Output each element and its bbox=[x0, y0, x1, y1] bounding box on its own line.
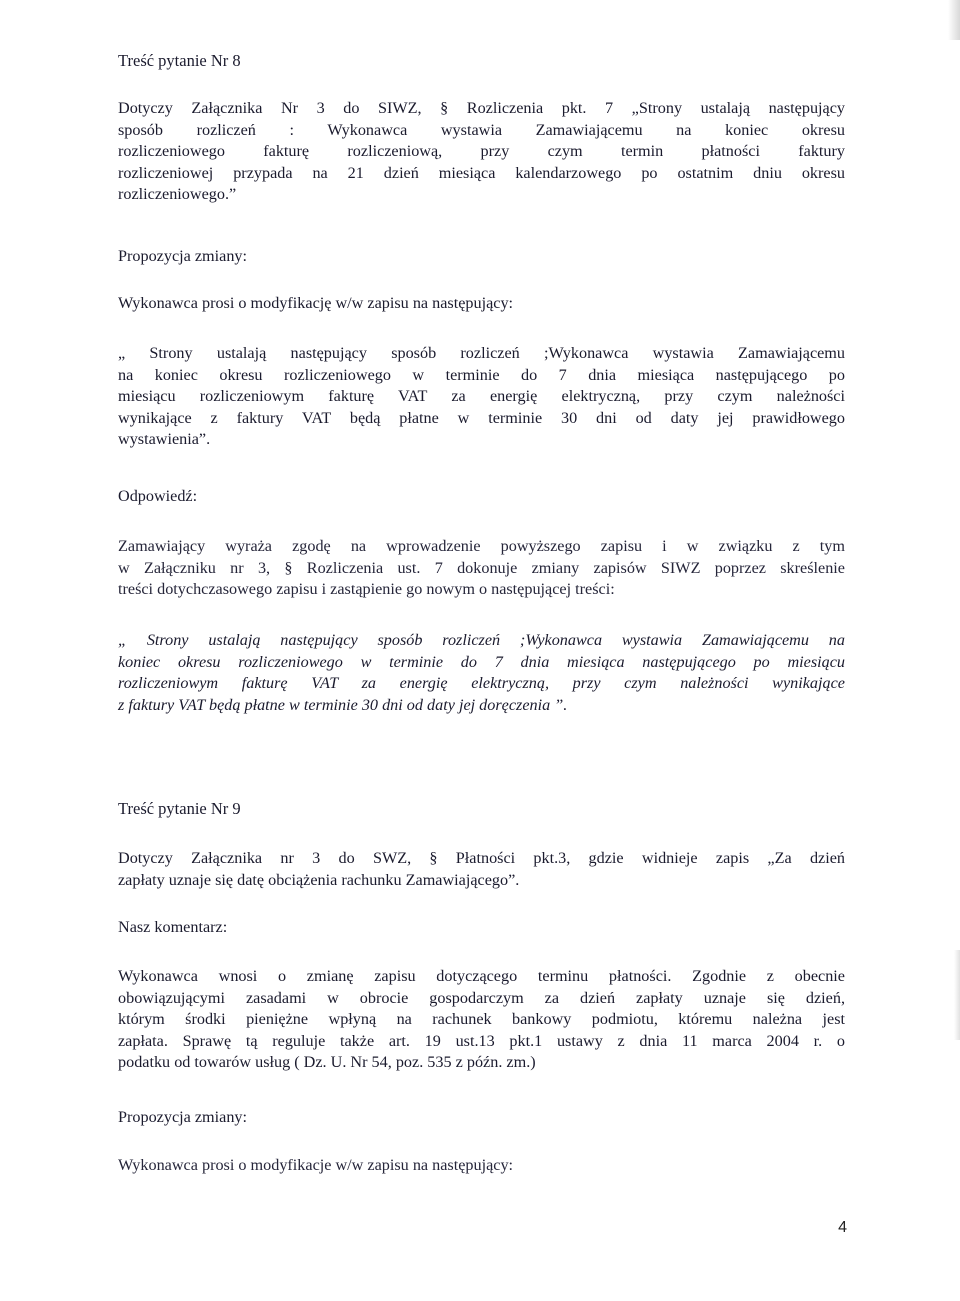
text-line: rozliczeniowego fakturę rozliczeniową, przy czym termin płatności faktury bbox=[118, 142, 845, 160]
question-9-text bbox=[118, 848, 845, 891]
text-line: zapłata. Sprawę tą reguluje także art. 19 ust.13 pkt.1 ustawy z dnia 11 marca 2004 r. o bbox=[118, 1031, 845, 1050]
text-line: rozliczeniowego.” bbox=[118, 185, 237, 203]
text-line: rozliczeniowym fakturę VAT za energię elektryczną, przy czym należności wynikające bbox=[118, 674, 845, 692]
text-line: z faktury VAT będą płatne w terminie 30 dni od daty jej doręczenia ”. bbox=[118, 695, 568, 714]
text-line: podatku od towarów usług ( Dz. U. Nr 54, poz. 535 z późn. zm.) bbox=[118, 1053, 536, 1071]
scan-edge-mark bbox=[954, 950, 960, 1040]
question-8-heading: Treść pytanie Nr 8 bbox=[118, 51, 241, 70]
page-number: 4 bbox=[838, 1219, 847, 1236]
question-9-comment bbox=[118, 966, 845, 1074]
text-line: w Załączniku nr 3, § Rozliczenia ust. 7 dokonuje zmiany zapisów SIWZ poprzez skreślenie bbox=[118, 558, 845, 577]
scan-edge-mark bbox=[948, 0, 960, 40]
question-9-heading: Treść pytanie Nr 9 bbox=[118, 799, 241, 818]
question-8-proposal-label: Propozycja zmiany: bbox=[118, 247, 248, 265]
text-line: sposób rozliczeń : Wykonawca wystawia Zamawiającemu na koniec okresu bbox=[118, 120, 845, 139]
text-line: treści dotychczasowego zapisu i zastąpienie go nowym o następującej treści: bbox=[118, 580, 615, 598]
question-8-answer bbox=[118, 536, 845, 601]
question-8-new-clause bbox=[118, 630, 845, 716]
text-line: Dotyczy Załącznika nr 3 do SWZ, § Płatności pkt.3, gdzie widnieje zapis „Za dzień bbox=[118, 849, 845, 867]
text-line: „ Strony ustalają następujący sposób rozliczeń ;Wykonawca wystawia Zamawiającemu na bbox=[118, 631, 845, 649]
text-line: Zamawiający wyraża zgodę na wprowadzenie powyższego zapisu i w związku z tym bbox=[118, 537, 845, 555]
text-line: którym środki pieniężne wpłyną na rachunek bankowy podmiotu, któremu należna jest bbox=[118, 1010, 845, 1028]
question-9-proposal-label: Propozycja zmiany: bbox=[118, 1108, 248, 1126]
question-8-text bbox=[118, 98, 845, 206]
text-line: na koniec okresu rozliczeniowego w terminie do 7 dnia miesiąca następującego po bbox=[118, 365, 845, 384]
text-line: Dotyczy Załącznika Nr 3 do SIWZ, § Rozliczenia pkt. 7 „Strony ustalają następujący bbox=[118, 99, 845, 117]
question-8-answer-label: Odpowiedź: bbox=[118, 487, 198, 505]
text-line: miesiącu rozliczeniowym fakturę VAT za energię elektryczną, przy czym należności bbox=[118, 387, 845, 405]
text-line: obowiązującymi zasadami w obrocie gospodarczym za dzień zapłaty uznaje się dzień, bbox=[118, 988, 845, 1007]
text-line: koniec okresu rozliczeniowego w terminie do 7 dnia miesiąca następującego po miesiącu bbox=[118, 652, 845, 671]
question-9-request: Wykonawca prosi o modyfikacje w/w zapisu na następujący: bbox=[118, 1156, 514, 1174]
question-9-comment-label: Nasz komentarz: bbox=[118, 918, 228, 936]
text-line: Wykonawca wnosi o zmianę zapisu dotyczącego terminu płatności. Zgodnie z obecnie bbox=[118, 967, 845, 985]
text-line: „ Strony ustalają następujący sposób rozliczeń ;Wykonawca wystawia Zamawiającemu bbox=[118, 344, 845, 362]
question-8-proposed-text bbox=[118, 343, 845, 451]
text-line: wystawienia”. bbox=[118, 430, 211, 448]
text-line: zapłaty uznaje się datę obciążenia rachunku Zamawiającego”. bbox=[118, 870, 520, 889]
question-8-request: Wykonawca prosi o modyfikację w/w zapisu na następujący: bbox=[118, 294, 514, 312]
text-line: wynikające z faktury VAT będą płatne w terminie 30 dni od daty jej prawidłowego bbox=[118, 408, 845, 427]
text-line: rozliczeniowej przypada na 21 dzień miesiąca kalendarzowego po ostatnim dniu okresu bbox=[118, 163, 845, 182]
